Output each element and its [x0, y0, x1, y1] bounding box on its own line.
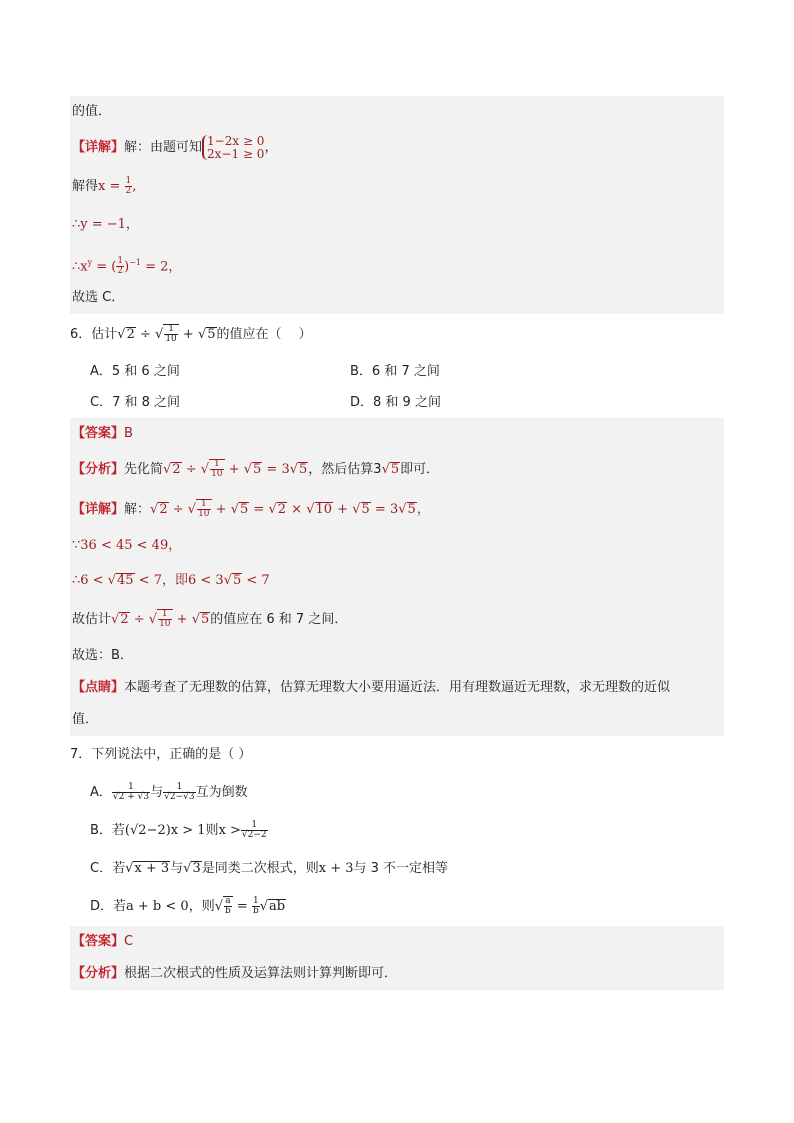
question-text: 7．下列说法中，正确的是（ ） — [70, 747, 252, 762]
text: 与 3 不一定相等 — [353, 861, 449, 876]
op: + — [224, 462, 244, 477]
fraction — [112, 783, 150, 802]
solve-math: x = — [98, 179, 121, 194]
math: a + b < 0 — [126, 899, 189, 914]
op: ÷ — [168, 502, 188, 517]
options-row-2 — [70, 387, 724, 418]
text: 故估计 — [72, 612, 112, 627]
op: + — [333, 502, 353, 517]
y-line — [72, 206, 722, 244]
conclusion-line: 故估计√2 ÷ √ $\frac{1}{10}$ + √5的值应在 6 和 7 之间． — [72, 609, 348, 629]
radicand: 5 — [232, 573, 242, 588]
power-line — [72, 244, 722, 282]
radicand: 5 — [200, 612, 210, 627]
power-base: ∴x — [72, 259, 88, 275]
outer-exponent: −1 — [129, 258, 141, 267]
solve-line: 解得x = $\frac{1}{2}$ , — [72, 176, 137, 196]
option-letter: A． — [90, 785, 112, 800]
option-letter: B．若 — [90, 823, 125, 838]
sqrt-frac — [163, 324, 178, 344]
y-value: ∴y = −1， — [72, 217, 139, 232]
fraction-half — [116, 257, 124, 276]
fraction — [163, 783, 195, 802]
question-6-stem: 6．估计√2 ÷ √ $\frac{1}{10}$ + √5的值应在（ ） — [70, 324, 312, 344]
question-tail: 的值应在（ ） — [216, 327, 312, 342]
answer-line — [72, 418, 722, 450]
text: 与 — [170, 861, 184, 876]
radicand: 2 — [159, 502, 168, 517]
radicand: 5 — [240, 502, 249, 517]
choice-line — [72, 282, 722, 314]
sqrt-frac — [223, 896, 233, 916]
denominator: √2 + √3 — [112, 792, 150, 802]
numerator: a — [225, 896, 231, 906]
comment-line-1 — [72, 672, 722, 704]
power-eq: = ( — [92, 259, 117, 275]
numerator: 1 — [117, 256, 124, 267]
op: ÷ — [135, 327, 156, 342]
denominator: 10 — [165, 334, 177, 344]
radicand: 2 — [277, 502, 287, 517]
numerator: 1 — [241, 821, 268, 831]
text: 则 — [205, 823, 219, 838]
fraction — [224, 897, 232, 916]
text: 解： — [124, 502, 151, 517]
document-page — [70, 96, 724, 990]
radicand: 5 — [207, 327, 216, 342]
detail-tag: 【详解】 — [72, 502, 125, 517]
math: (√2−2)x > 1 — [124, 823, 206, 838]
options-row-1 — [70, 356, 724, 387]
analysis-line — [72, 958, 722, 990]
radicand: x + 3 — [134, 861, 170, 876]
answer-value: C — [124, 934, 134, 949]
numerator: 1 — [252, 896, 259, 906]
fraction — [164, 325, 177, 344]
option-letter: D．若 — [90, 899, 127, 914]
radicand: 2 — [120, 612, 129, 627]
op: ÷ — [129, 612, 149, 627]
comment-text: 本题考查了无理数的估算，估算无理数大小要用逼近法．用有理数逼近无理数，求无理数的近似 — [124, 680, 671, 695]
denominator: 10 — [159, 619, 171, 629]
radicand: 10 — [315, 502, 333, 517]
question-7-stem — [70, 736, 724, 774]
sys-line-1: 1−2x ≥ 0 — [207, 133, 265, 148]
radicand: 5 — [407, 502, 416, 517]
analysis-tag: 【分析】 — [72, 966, 125, 981]
text: 与 — [150, 785, 164, 800]
radicand: 5 — [253, 462, 262, 477]
text: 先化简 — [124, 462, 164, 477]
solution-5-block — [70, 96, 724, 314]
denominator: b — [225, 906, 231, 916]
choice-line — [72, 640, 722, 672]
op: = — [249, 502, 269, 517]
op: + — [172, 612, 192, 627]
inequality-system — [202, 135, 264, 160]
numerator: 1 — [197, 500, 210, 510]
math: = 3 — [370, 502, 399, 517]
choice-text: 故选 C． — [72, 290, 125, 305]
math: x > — [218, 823, 241, 838]
sqrt-frac — [196, 499, 211, 519]
solve-text: 解得 — [72, 179, 99, 194]
answer-tag: 【答案】 — [72, 426, 125, 441]
option-d[interactable]: D．若a + b < 0，则√ $\frac{a}{b}$ = $\frac{1}{b}$ √ab — [90, 896, 286, 916]
text: 即可． — [400, 462, 440, 477]
detail-tag: 【详解】 — [72, 140, 125, 155]
option-a[interactable]: A．5 和 6 之间 — [90, 364, 180, 379]
comma: ， — [264, 140, 278, 155]
denominator: √2−2 — [241, 830, 267, 840]
detail-text: 解：由题可知 — [124, 140, 203, 155]
detail-line: 【详解】解：√2 ÷ √ $\frac{1}{10}$ + √5 = √2 × √10 + √5 = 3√5， — [72, 499, 430, 519]
radicand: 3 — [192, 861, 201, 876]
numerator: 1 — [158, 610, 171, 620]
text: 的值应在 6 和 7 之间． — [210, 612, 348, 627]
solution-6-block — [70, 418, 724, 736]
numerator: 1 — [163, 783, 195, 793]
power-exponent: y — [87, 258, 93, 267]
sqrt-frac — [209, 459, 224, 479]
answer-tag: 【答案】 — [72, 934, 125, 949]
analysis-tag: 【分析】 — [72, 462, 125, 477]
text: 互为倒数 — [195, 785, 248, 800]
radicand: 5 — [361, 502, 370, 517]
choice-text: 故选：B． — [72, 648, 133, 663]
math: = 3 — [262, 462, 290, 477]
option-letter: C．若 — [90, 861, 126, 876]
numerator: 1 — [112, 783, 150, 793]
fraction — [197, 500, 210, 519]
fraction — [210, 460, 223, 479]
text: ，则 — [188, 899, 215, 914]
radicand: 5 — [299, 462, 308, 477]
math: ∵36 < 45 < 49， — [72, 538, 182, 553]
fraction — [252, 897, 260, 916]
op: + — [211, 502, 231, 517]
analysis-text: 根据二次根式的性质及运算法则计算判断即可． — [124, 966, 398, 981]
paren: ) — [124, 259, 130, 275]
radicand: 2 — [126, 327, 135, 342]
math: < 7 — [242, 573, 270, 588]
text-line — [72, 96, 722, 128]
denominator: b — [252, 906, 259, 916]
option-b[interactable]: B．6 和 7 之间 — [350, 364, 440, 379]
fraction — [158, 610, 171, 629]
text: 的值． — [72, 104, 112, 119]
solution-7-block — [70, 926, 724, 990]
comment-tag: 【点睛】 — [72, 680, 125, 695]
numerator: 1 — [210, 460, 223, 470]
denominator: 10 — [198, 509, 210, 519]
op: × — [287, 502, 307, 517]
detail-line — [72, 128, 722, 168]
analysis-line: 【分析】先化简√2 ÷ √ $\frac{1}{10}$ + √5 = 3√5，然后估算3√5即可． — [72, 459, 440, 479]
comment-line-2 — [72, 704, 722, 736]
math: ∴6 < — [72, 573, 108, 588]
option-b[interactable] — [70, 812, 724, 850]
power-result: = 2， — [140, 259, 182, 275]
comment-text: 值． — [72, 712, 99, 727]
fraction — [241, 821, 268, 840]
radicand: 45 — [117, 573, 134, 588]
option-d[interactable]: D．8 和 9 之间 — [350, 395, 441, 410]
numerator: 1 — [164, 325, 177, 335]
answer-line — [72, 926, 722, 958]
answer-value: B — [124, 426, 133, 441]
sqrt-frac — [157, 609, 172, 629]
inequality-line-1 — [72, 530, 722, 562]
math: < 7，即6 < 3 — [134, 573, 224, 588]
sys-line-2: 2x−1 ≥ 0 — [207, 146, 265, 161]
radicand: ab — [269, 899, 286, 914]
numerator: 1 — [125, 176, 132, 186]
denominator: 2 — [117, 266, 124, 277]
inequality-line-2: ∴6 < √45 < 7，即6 < 3√5 < 7 — [72, 573, 270, 588]
option-a[interactable] — [70, 774, 724, 812]
op: + — [178, 327, 198, 342]
math: x + 3 — [318, 861, 354, 876]
radicand: 5 — [390, 462, 400, 477]
radicand: 2 — [172, 462, 181, 477]
text: 是同类二次根式，则 — [201, 861, 319, 876]
text: ，然后估算3 — [308, 462, 382, 477]
denominator: 10 — [211, 469, 223, 479]
question-number: 6．估计 — [70, 327, 118, 342]
denominator: √2−√3 — [164, 792, 195, 802]
comma: ， — [416, 502, 430, 517]
option-c[interactable]: C．7 和 8 之间 — [90, 395, 181, 410]
op: ÷ — [181, 462, 201, 477]
denominator: 2 — [125, 186, 132, 196]
op: = — [232, 899, 252, 914]
option-c[interactable]: C．若√x + 3与√3是同类二次根式，则x + 3与 3 不一定相等 — [90, 861, 449, 876]
